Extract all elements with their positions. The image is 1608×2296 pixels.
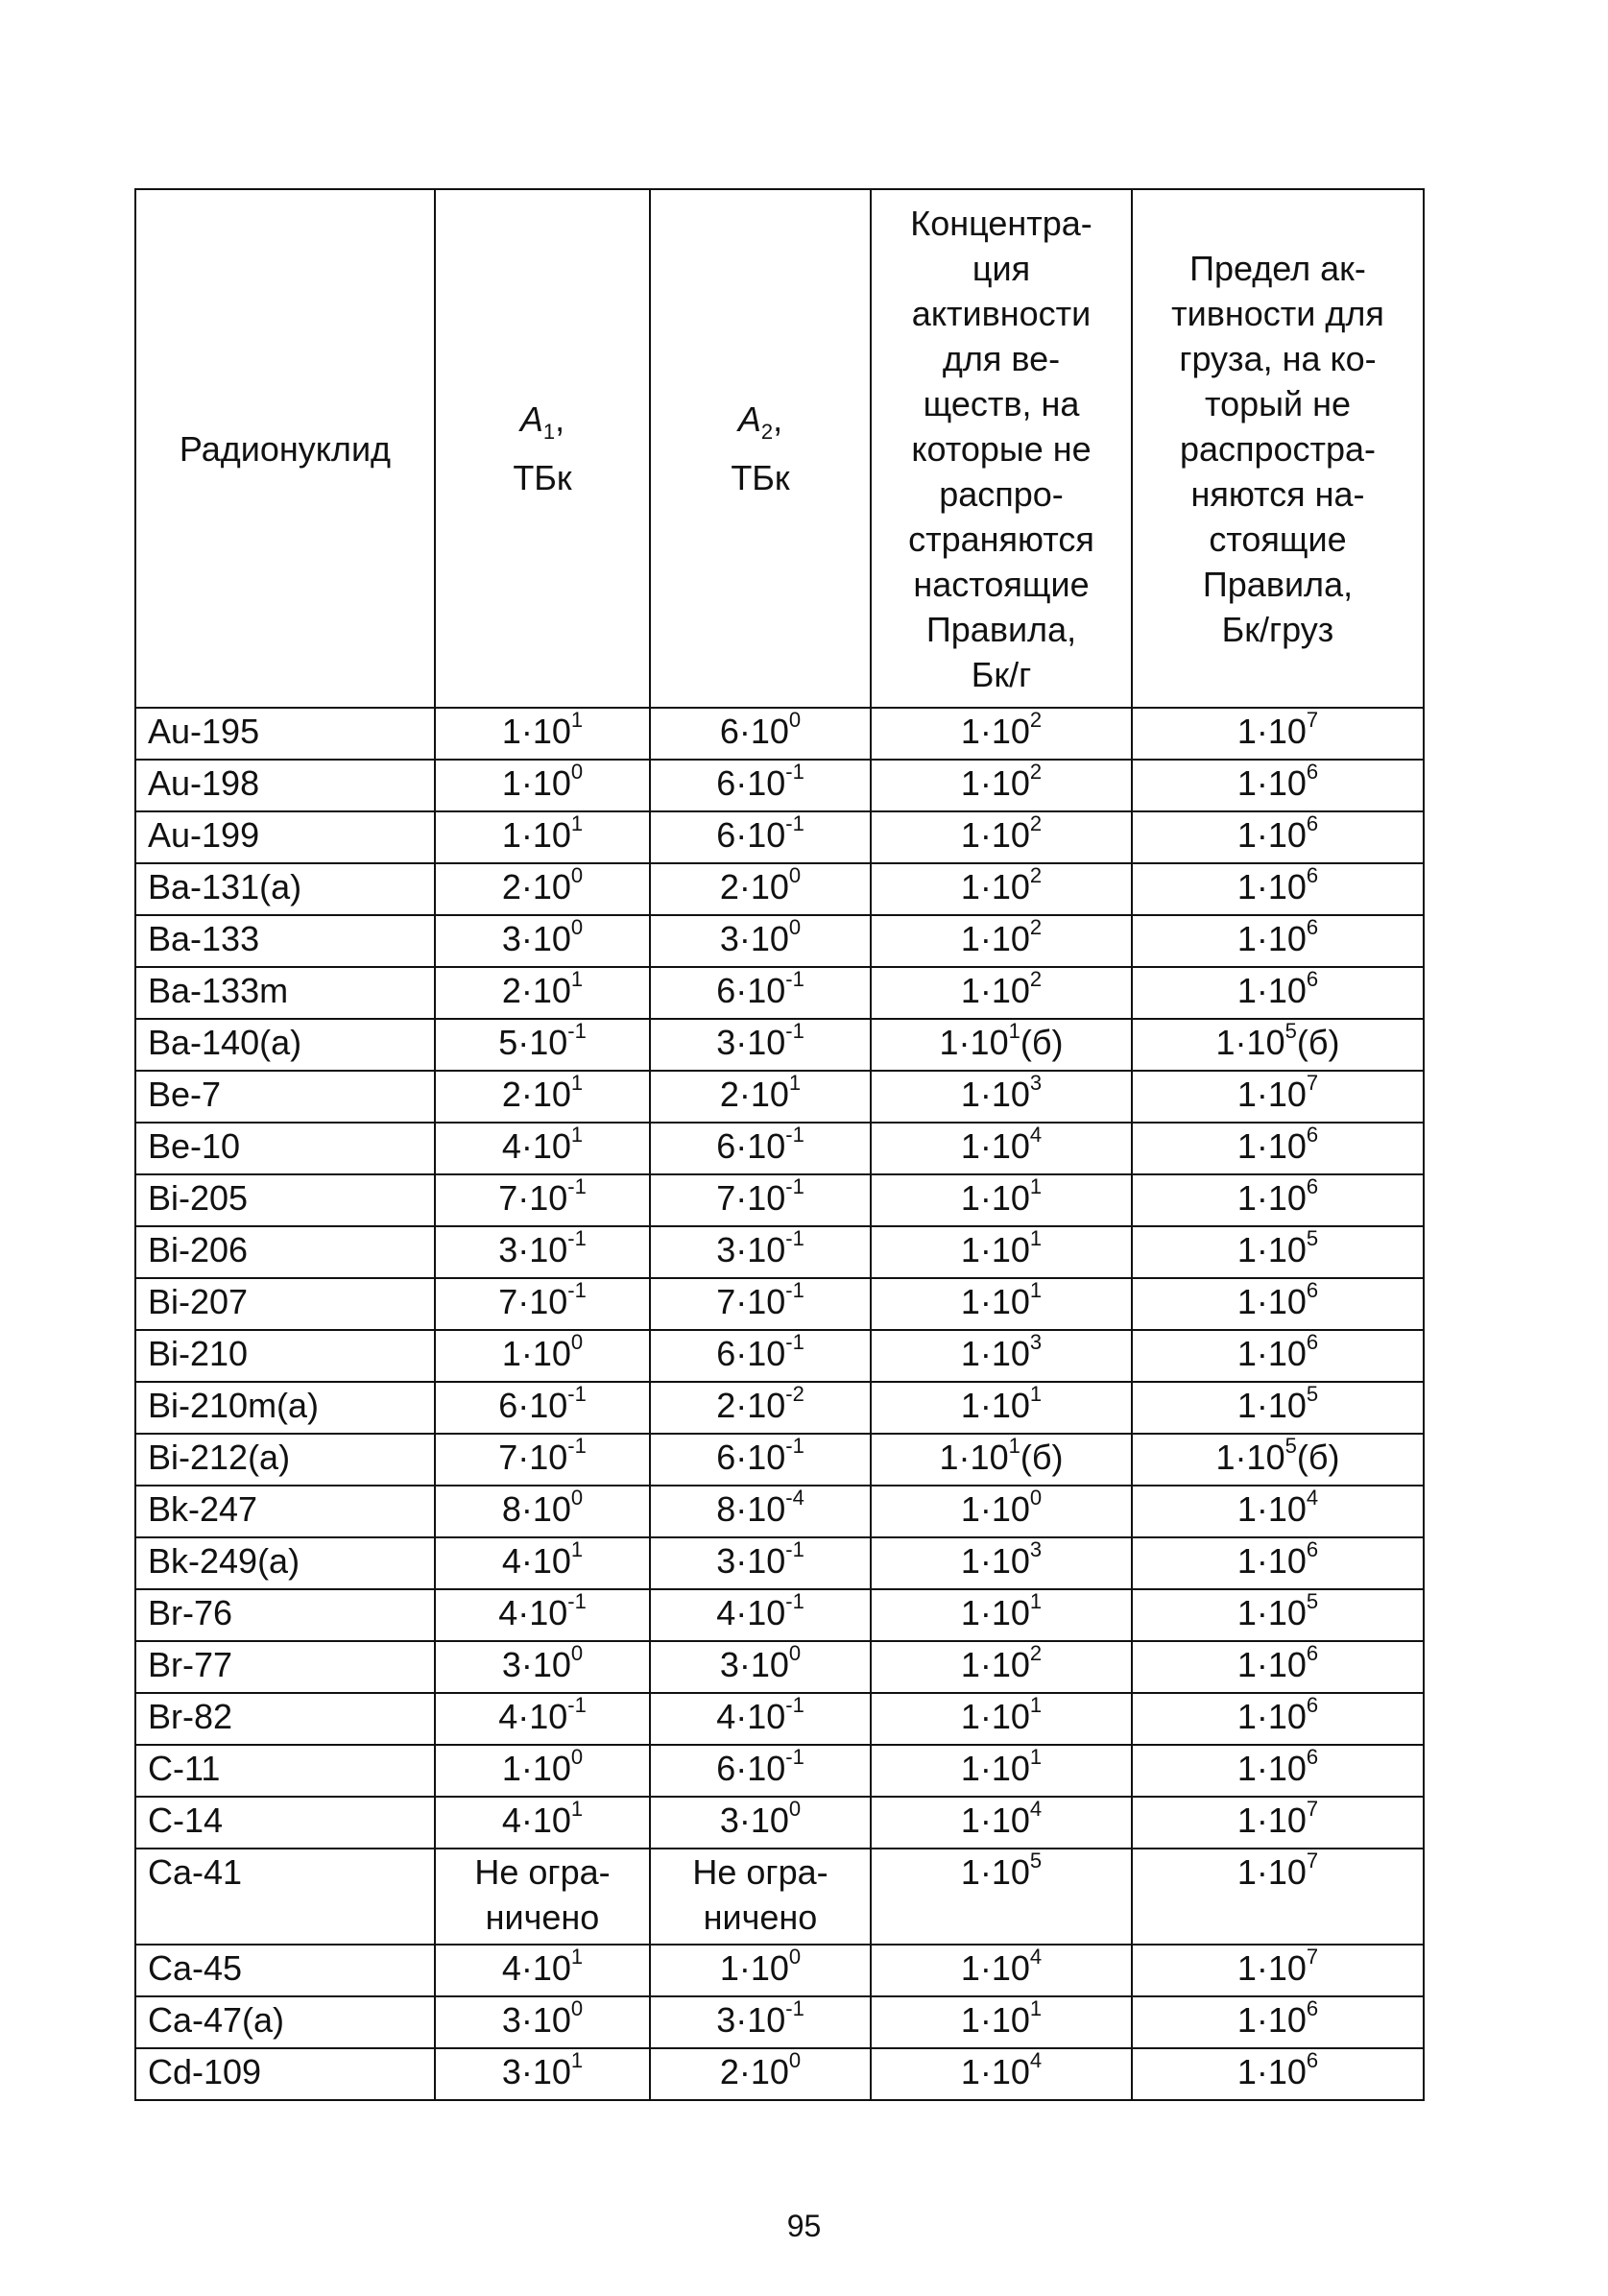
header-concentration-line: настоящие bbox=[913, 564, 1090, 604]
table-row bbox=[135, 708, 1424, 760]
cell-a2: $3\cdot 10^{-1}$ bbox=[650, 1019, 871, 1071]
table-row bbox=[135, 967, 1424, 1019]
header-concentration-line: ществ, на bbox=[923, 383, 1080, 423]
cell-limit: $1\cdot 10^6$ bbox=[1132, 1745, 1424, 1797]
cell-a1: $1\cdot 10^0$ bbox=[435, 1745, 650, 1797]
cell-a1: $7\cdot 10^{-1}$ bbox=[435, 1434, 650, 1486]
cell-limit: $1\cdot 10^6$ bbox=[1132, 915, 1424, 967]
cell-concentration: $1\cdot 10^2$ bbox=[871, 708, 1132, 760]
cell-a2: $7\cdot 10^{-1}$ bbox=[650, 1174, 871, 1226]
cell-radionuclide: Ba-140(a) bbox=[135, 1019, 435, 1071]
cell-limit: $1\cdot 10^4$ bbox=[1132, 1486, 1424, 1537]
radionuclide-table bbox=[134, 188, 1425, 2101]
cell-radionuclide: Cd-109 bbox=[135, 2048, 435, 2100]
cell-limit: $1\cdot 10^6$ bbox=[1132, 863, 1424, 915]
cell-radionuclide: Ba-133m bbox=[135, 967, 435, 1019]
cell-radionuclide: Bi-212(a) bbox=[135, 1434, 435, 1486]
header-limit-line: Правила, bbox=[1202, 564, 1354, 604]
cell-a1: $8\cdot 10^0$ bbox=[435, 1486, 650, 1537]
cell-a1: $1\cdot 10^0$ bbox=[435, 760, 650, 811]
cell-a2: $2\cdot 10^0$ bbox=[650, 863, 871, 915]
header-a1-unit: ТБк bbox=[513, 457, 572, 497]
cell-limit: $1\cdot 10^7$ bbox=[1132, 1797, 1424, 1849]
cell-a2: $6\cdot 10^0$ bbox=[650, 708, 871, 760]
table-row bbox=[135, 1071, 1424, 1123]
cell-radionuclide: Be-7 bbox=[135, 1071, 435, 1123]
cell-concentration: $1\cdot 10^1$ bbox=[871, 1278, 1132, 1330]
table-row bbox=[135, 1330, 1424, 1382]
page-number: 95 bbox=[786, 2209, 822, 2243]
cell-concentration: $1\cdot 10^1$ bbox=[871, 1589, 1132, 1641]
cell-concentration: $1\cdot 10^0$ bbox=[871, 1486, 1132, 1537]
cell-a1: $2\cdot 10^0$ bbox=[435, 863, 650, 915]
cell-concentration: $1\cdot 10^5$ bbox=[871, 1849, 1132, 1945]
cell-concentration: $1\cdot 10^3$ bbox=[871, 1537, 1132, 1589]
cell-limit: $1\cdot 10^6$ bbox=[1132, 1641, 1424, 1693]
table-row bbox=[135, 811, 1424, 863]
cell-radionuclide: Bk-249(a) bbox=[135, 1537, 435, 1589]
cell-radionuclide: C-14 bbox=[135, 1797, 435, 1849]
header-concentration-line: Правила, bbox=[925, 609, 1077, 649]
cell-a1: $4\cdot 10^1$ bbox=[435, 1945, 650, 1996]
table-row bbox=[135, 1797, 1424, 1849]
cell-a1: $4\cdot 10^1$ bbox=[435, 1537, 650, 1589]
cell-radionuclide: Bi-210m(a) bbox=[135, 1382, 435, 1434]
header-concentration-line: Концентра- bbox=[910, 203, 1092, 243]
header-radionuclide-label: Радионуклид bbox=[179, 428, 392, 469]
table-row bbox=[135, 760, 1424, 811]
table-row bbox=[135, 863, 1424, 915]
cell-a2: $4\cdot 10^{-1}$ bbox=[650, 1693, 871, 1745]
table-row bbox=[135, 1434, 1424, 1486]
cell-a1: $5\cdot 10^{-1}$ bbox=[435, 1019, 650, 1071]
table-row bbox=[135, 1174, 1424, 1226]
cell-a1: $7\cdot 10^{-1}$ bbox=[435, 1174, 650, 1226]
cell-concentration: $1\cdot 10^2$ bbox=[871, 915, 1132, 967]
header-limit-line: няются на- bbox=[1190, 473, 1365, 514]
cell-a1: $1\cdot 10^1$ bbox=[435, 811, 650, 863]
cell-limit: $1\cdot 10^6$ bbox=[1132, 1996, 1424, 2048]
header-concentration-line: ция bbox=[972, 248, 1031, 288]
cell-limit: $1\cdot 10^7$ bbox=[1132, 1071, 1424, 1123]
table-row bbox=[135, 1693, 1424, 1745]
cell-concentration: $1\cdot 10^1$ bbox=[871, 1174, 1132, 1226]
header-concentration-line: Бк/г bbox=[971, 654, 1032, 694]
header-a1: $A_1$, ТБк bbox=[435, 189, 650, 708]
cell-limit: $1\cdot 10^6$ bbox=[1132, 1278, 1424, 1330]
cell-limit: $1\cdot 10^6$ bbox=[1132, 760, 1424, 811]
header-row bbox=[135, 189, 1424, 708]
cell-a1: Не огра- ничено bbox=[435, 1849, 650, 1945]
cell-radionuclide: Bi-210 bbox=[135, 1330, 435, 1382]
header-limit-line: стоящие bbox=[1209, 519, 1347, 559]
header-concentration-line: распро- bbox=[939, 473, 1064, 514]
cell-limit: $1\cdot 10^6$ bbox=[1132, 1537, 1424, 1589]
header-limit-line: торый не bbox=[1204, 383, 1351, 423]
cell-a2: $6\cdot 10^{-1}$ bbox=[650, 1123, 871, 1174]
cell-limit: $1\cdot 10^5$ bbox=[1132, 1589, 1424, 1641]
cell-a2: $3\cdot 10^0$ bbox=[650, 1797, 871, 1849]
header-limit-line: Предел ак- bbox=[1189, 248, 1366, 288]
cell-a2: $6\cdot 10^{-1}$ bbox=[650, 811, 871, 863]
cell-concentration: $1\cdot 10^1(б)$ bbox=[871, 1019, 1132, 1071]
cell-a2: $6\cdot 10^{-1}$ bbox=[650, 967, 871, 1019]
cell-concentration: $1\cdot 10^2$ bbox=[871, 760, 1132, 811]
cell-a2: $6\cdot 10^{-1}$ bbox=[650, 1330, 871, 1382]
cell-a1: $2\cdot 10^1$ bbox=[435, 1071, 650, 1123]
cell-a1: $1\cdot 10^1$ bbox=[435, 708, 650, 760]
cell-radionuclide: Bi-205 bbox=[135, 1174, 435, 1226]
cell-a2: $2\cdot 10^0$ bbox=[650, 2048, 871, 2100]
cell-limit: $1\cdot 10^7$ bbox=[1132, 1945, 1424, 1996]
cell-concentration: $1\cdot 10^3$ bbox=[871, 1330, 1132, 1382]
cell-limit: $1\cdot 10^6$ bbox=[1132, 1693, 1424, 1745]
cell-limit: $1\cdot 10^5$ bbox=[1132, 1226, 1424, 1278]
header-limit-line: тивности для bbox=[1171, 293, 1384, 333]
table-row bbox=[135, 1537, 1424, 1589]
header-concentration bbox=[871, 189, 1132, 708]
header-a2-symbol: $A_2$ bbox=[737, 399, 774, 445]
cell-limit: $1\cdot 10^7$ bbox=[1132, 708, 1424, 760]
header-concentration-line: для ве- bbox=[942, 338, 1061, 378]
table-row bbox=[135, 1226, 1424, 1278]
table-row bbox=[135, 1745, 1424, 1797]
cell-concentration: $1\cdot 10^2$ bbox=[871, 1641, 1132, 1693]
cell-a2: $8\cdot 10^{-4}$ bbox=[650, 1486, 871, 1537]
cell-concentration: $1\cdot 10^3$ bbox=[871, 1071, 1132, 1123]
table-row bbox=[135, 2048, 1424, 2100]
cell-a1: $1\cdot 10^0$ bbox=[435, 1330, 650, 1382]
cell-a1: $4\cdot 10^1$ bbox=[435, 1797, 650, 1849]
cell-a2: $3\cdot 10^{-1}$ bbox=[650, 1996, 871, 2048]
cell-limit: $1\cdot 10^5$ bbox=[1132, 1382, 1424, 1434]
table-row bbox=[135, 1382, 1424, 1434]
cell-limit: $1\cdot 10^5(б)$ bbox=[1132, 1434, 1424, 1486]
cell-radionuclide: Au-198 bbox=[135, 760, 435, 811]
cell-a2: Не огра- ничено bbox=[650, 1849, 871, 1945]
cell-limit: $1\cdot 10^6$ bbox=[1132, 1330, 1424, 1382]
cell-limit: $1\cdot 10^6$ bbox=[1132, 967, 1424, 1019]
cell-radionuclide: Au-199 bbox=[135, 811, 435, 863]
cell-a1: $3\cdot 10^0$ bbox=[435, 1996, 650, 2048]
cell-concentration: $1\cdot 10^1$ bbox=[871, 1996, 1132, 2048]
cell-limit: $1\cdot 10^7$ bbox=[1132, 1849, 1424, 1945]
table-row bbox=[135, 1996, 1424, 2048]
cell-limit: $1\cdot 10^6$ bbox=[1132, 2048, 1424, 2100]
cell-concentration: $1\cdot 10^4$ bbox=[871, 1797, 1132, 1849]
cell-a1: $4\cdot 10^{-1}$ bbox=[435, 1589, 650, 1641]
table-row bbox=[135, 1123, 1424, 1174]
cell-concentration: $1\cdot 10^4$ bbox=[871, 2048, 1132, 2100]
cell-a2: $6\cdot 10^{-1}$ bbox=[650, 1434, 871, 1486]
cell-radionuclide: Bi-206 bbox=[135, 1226, 435, 1278]
cell-concentration: $1\cdot 10^2$ bbox=[871, 863, 1132, 915]
cell-concentration: $1\cdot 10^4$ bbox=[871, 1123, 1132, 1174]
cell-limit: $1\cdot 10^5(б)$ bbox=[1132, 1019, 1424, 1071]
cell-concentration: $1\cdot 10^1$ bbox=[871, 1693, 1132, 1745]
table-row bbox=[135, 1589, 1424, 1641]
cell-concentration: $1\cdot 10^2$ bbox=[871, 967, 1132, 1019]
cell-concentration: $1\cdot 10^1(б)$ bbox=[871, 1434, 1132, 1486]
header-concentration-line: активности bbox=[911, 293, 1092, 333]
cell-a1: $3\cdot 10^{-1}$ bbox=[435, 1226, 650, 1278]
cell-a2: $4\cdot 10^{-1}$ bbox=[650, 1589, 871, 1641]
cell-limit: $1\cdot 10^6$ bbox=[1132, 1174, 1424, 1226]
table-header bbox=[135, 189, 1424, 708]
header-radionuclide bbox=[135, 189, 435, 708]
cell-a2: $2\cdot 10^1$ bbox=[650, 1071, 871, 1123]
table-row bbox=[135, 1641, 1424, 1693]
table-row bbox=[135, 1849, 1424, 1945]
cell-a1: $3\cdot 10^0$ bbox=[435, 915, 650, 967]
cell-limit: $1\cdot 10^6$ bbox=[1132, 1123, 1424, 1174]
cell-a2: $2\cdot 10^{-2}$ bbox=[650, 1382, 871, 1434]
cell-a2: $3\cdot 10^{-1}$ bbox=[650, 1226, 871, 1278]
header-a1-symbol: $A_1$ bbox=[519, 399, 556, 445]
cell-concentration: $1\cdot 10^1$ bbox=[871, 1745, 1132, 1797]
header-a2: $A_2$, ТБк bbox=[650, 189, 871, 708]
cell-radionuclide: Ba-133 bbox=[135, 915, 435, 967]
cell-a2: $3\cdot 10^0$ bbox=[650, 1641, 871, 1693]
cell-a2: $6\cdot 10^{-1}$ bbox=[650, 760, 871, 811]
cell-radionuclide: Ca-47(a) bbox=[135, 1996, 435, 2048]
table-row bbox=[135, 1019, 1424, 1071]
header-limit bbox=[1132, 189, 1424, 708]
header-concentration-line: которые не bbox=[911, 428, 1092, 469]
cell-radionuclide: Au-195 bbox=[135, 708, 435, 760]
table-row bbox=[135, 915, 1424, 967]
cell-concentration: $1\cdot 10^4$ bbox=[871, 1945, 1132, 1996]
cell-a1: $3\cdot 10^0$ bbox=[435, 1641, 650, 1693]
table-body bbox=[135, 708, 1424, 2100]
cell-radionuclide: Ca-45 bbox=[135, 1945, 435, 1996]
cell-a1: $4\cdot 10^1$ bbox=[435, 1123, 650, 1174]
cell-a1: $4\cdot 10^{-1}$ bbox=[435, 1693, 650, 1745]
table-row bbox=[135, 1486, 1424, 1537]
cell-a2: $7\cdot 10^{-1}$ bbox=[650, 1278, 871, 1330]
cell-concentration: $1\cdot 10^2$ bbox=[871, 811, 1132, 863]
cell-radionuclide: Bk-247 bbox=[135, 1486, 435, 1537]
header-a2-unit: ТБк bbox=[731, 457, 790, 497]
cell-radionuclide: Ca-41 bbox=[135, 1849, 435, 1945]
cell-radionuclide: Br-77 bbox=[135, 1641, 435, 1693]
cell-a2: $6\cdot 10^{-1}$ bbox=[650, 1745, 871, 1797]
header-limit-line: Бк/груз bbox=[1221, 609, 1334, 649]
cell-a2: $3\cdot 10^0$ bbox=[650, 915, 871, 967]
cell-a1: $6\cdot 10^{-1}$ bbox=[435, 1382, 650, 1434]
cell-a1: $3\cdot 10^1$ bbox=[435, 2048, 650, 2100]
cell-radionuclide: Ba-131(a) bbox=[135, 863, 435, 915]
header-limit-line: распростра- bbox=[1179, 428, 1377, 469]
cell-a2: $3\cdot 10^{-1}$ bbox=[650, 1537, 871, 1589]
cell-radionuclide: C-11 bbox=[135, 1745, 435, 1797]
cell-concentration: $1\cdot 10^1$ bbox=[871, 1226, 1132, 1278]
cell-a2: $1\cdot 10^0$ bbox=[650, 1945, 871, 1996]
cell-a1: $7\cdot 10^{-1}$ bbox=[435, 1278, 650, 1330]
table-row bbox=[135, 1945, 1424, 1996]
header-concentration-line: страняются bbox=[908, 519, 1094, 559]
cell-concentration: $1\cdot 10^1$ bbox=[871, 1382, 1132, 1434]
cell-a1: $2\cdot 10^1$ bbox=[435, 967, 650, 1019]
cell-radionuclide: Be-10 bbox=[135, 1123, 435, 1174]
cell-radionuclide: Br-82 bbox=[135, 1693, 435, 1745]
table-row bbox=[135, 1278, 1424, 1330]
cell-limit: $1\cdot 10^6$ bbox=[1132, 811, 1424, 863]
header-limit-line: груза, на ко- bbox=[1179, 338, 1377, 378]
cell-radionuclide: Br-76 bbox=[135, 1589, 435, 1641]
cell-radionuclide: Bi-207 bbox=[135, 1278, 435, 1330]
